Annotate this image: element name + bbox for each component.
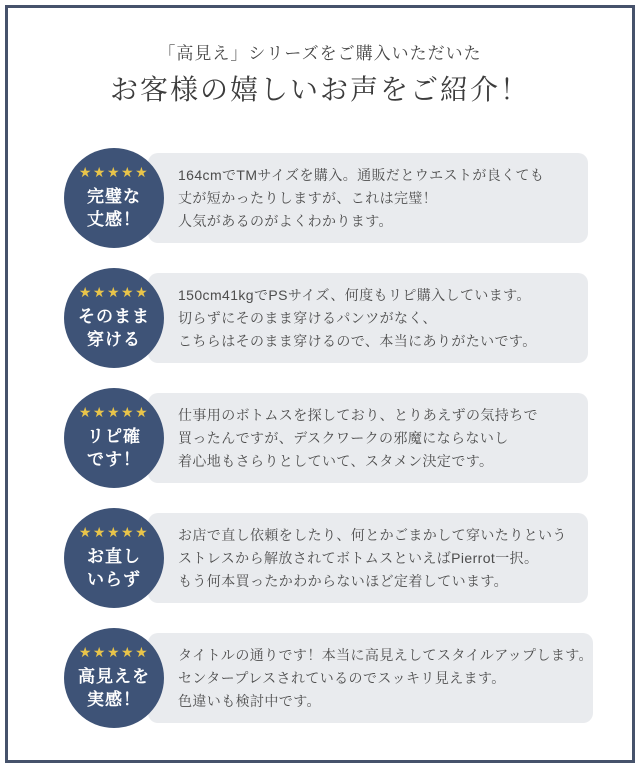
- review-text-line: 仕事用のボトムスを探しており、とりあえずの気持ちで: [178, 406, 538, 423]
- review-text-line: 人気があるのがよくわかります。: [178, 212, 393, 229]
- badge-label-line2: 実感！: [87, 690, 141, 710]
- review-text-line: タイトルの通りです！本当に高見えしてスタイルアップします。: [178, 646, 593, 663]
- five-stars-icon: ★★★★★: [78, 164, 150, 181]
- review-text-line: 164cmでTMサイズを購入。通販だとウエストが良くても: [178, 166, 545, 183]
- review-text-line: 150cm41kgでPSサイズ、何度もリピ購入しています。: [178, 286, 531, 303]
- badge-label: [78, 305, 150, 351]
- badge-label-line2: いらず: [87, 570, 141, 590]
- five-stars-icon: ★★★★★: [78, 404, 150, 421]
- rating-badge: [64, 508, 164, 608]
- rating-badge: [64, 148, 164, 248]
- review-text-line: 丈が短かったりしますが、これは完璧！: [178, 189, 438, 206]
- badge-label-line2: です！: [87, 450, 141, 470]
- rating-badge: [64, 388, 164, 488]
- five-stars-icon: ★★★★★: [78, 284, 150, 301]
- badge-label-line1: 完璧な: [87, 187, 141, 207]
- rating-badge: [64, 628, 164, 728]
- page-frame: [5, 5, 635, 763]
- review-text-line: ストレスから解放されてボトムスといえばPierrot一択。: [178, 549, 539, 566]
- review-card: [148, 273, 588, 363]
- rating-badge: [64, 268, 164, 368]
- badge-label-line1: そのまま: [78, 307, 150, 327]
- review-text-line: 着心地もさらりとしていて、スタメン決定です。: [178, 452, 494, 469]
- badge-label-line2: 穿ける: [87, 330, 141, 350]
- review-item-5: [64, 628, 593, 728]
- review-card: [148, 393, 588, 483]
- review-card: [148, 153, 588, 243]
- review-text-line: 切らずにそのまま穿けるパンツがなく、: [178, 309, 437, 326]
- review-item-4: [64, 508, 588, 608]
- section-header: [8, 8, 632, 108]
- review-card: [148, 513, 588, 603]
- header-subtitle: 「高見え」シリーズをご購入いただいた: [158, 44, 482, 63]
- five-stars-icon: ★★★★★: [78, 524, 150, 541]
- badge-label-line1: 高見えを: [78, 667, 150, 687]
- review-item-1: [64, 148, 588, 248]
- badge-label: [87, 185, 141, 231]
- review-item-2: [64, 268, 588, 368]
- review-text-line: お店で直し依頼をしたり、何とかごまかして穿いたりという: [178, 526, 567, 543]
- badge-label: [78, 665, 150, 711]
- review-text-line: 色違いも検討中です。: [178, 692, 321, 709]
- five-stars-icon: ★★★★★: [78, 644, 150, 661]
- badge-label-line1: お直し: [87, 547, 141, 567]
- review-text-line: センタープレスされているのでスッキリ見えます。: [178, 669, 506, 686]
- badge-label: [87, 425, 141, 471]
- badge-label-line1: リピ確: [87, 427, 141, 447]
- review-list: [64, 148, 593, 728]
- review-card: [148, 633, 593, 723]
- review-text-line: もう何本買ったかわからないほど定着しています。: [178, 572, 509, 589]
- review-text-line: 買ったんですが、デスクワークの邪魔にならないし: [178, 429, 509, 446]
- review-item-3: [64, 388, 588, 488]
- badge-label: [87, 545, 141, 591]
- badge-label-line2: 丈感！: [87, 210, 141, 230]
- page-title: お客様の嬉しいお声をご紹介！: [109, 75, 530, 107]
- review-text-line: こちらはそのまま穿けるので、本当にありがたいです。: [178, 332, 537, 349]
